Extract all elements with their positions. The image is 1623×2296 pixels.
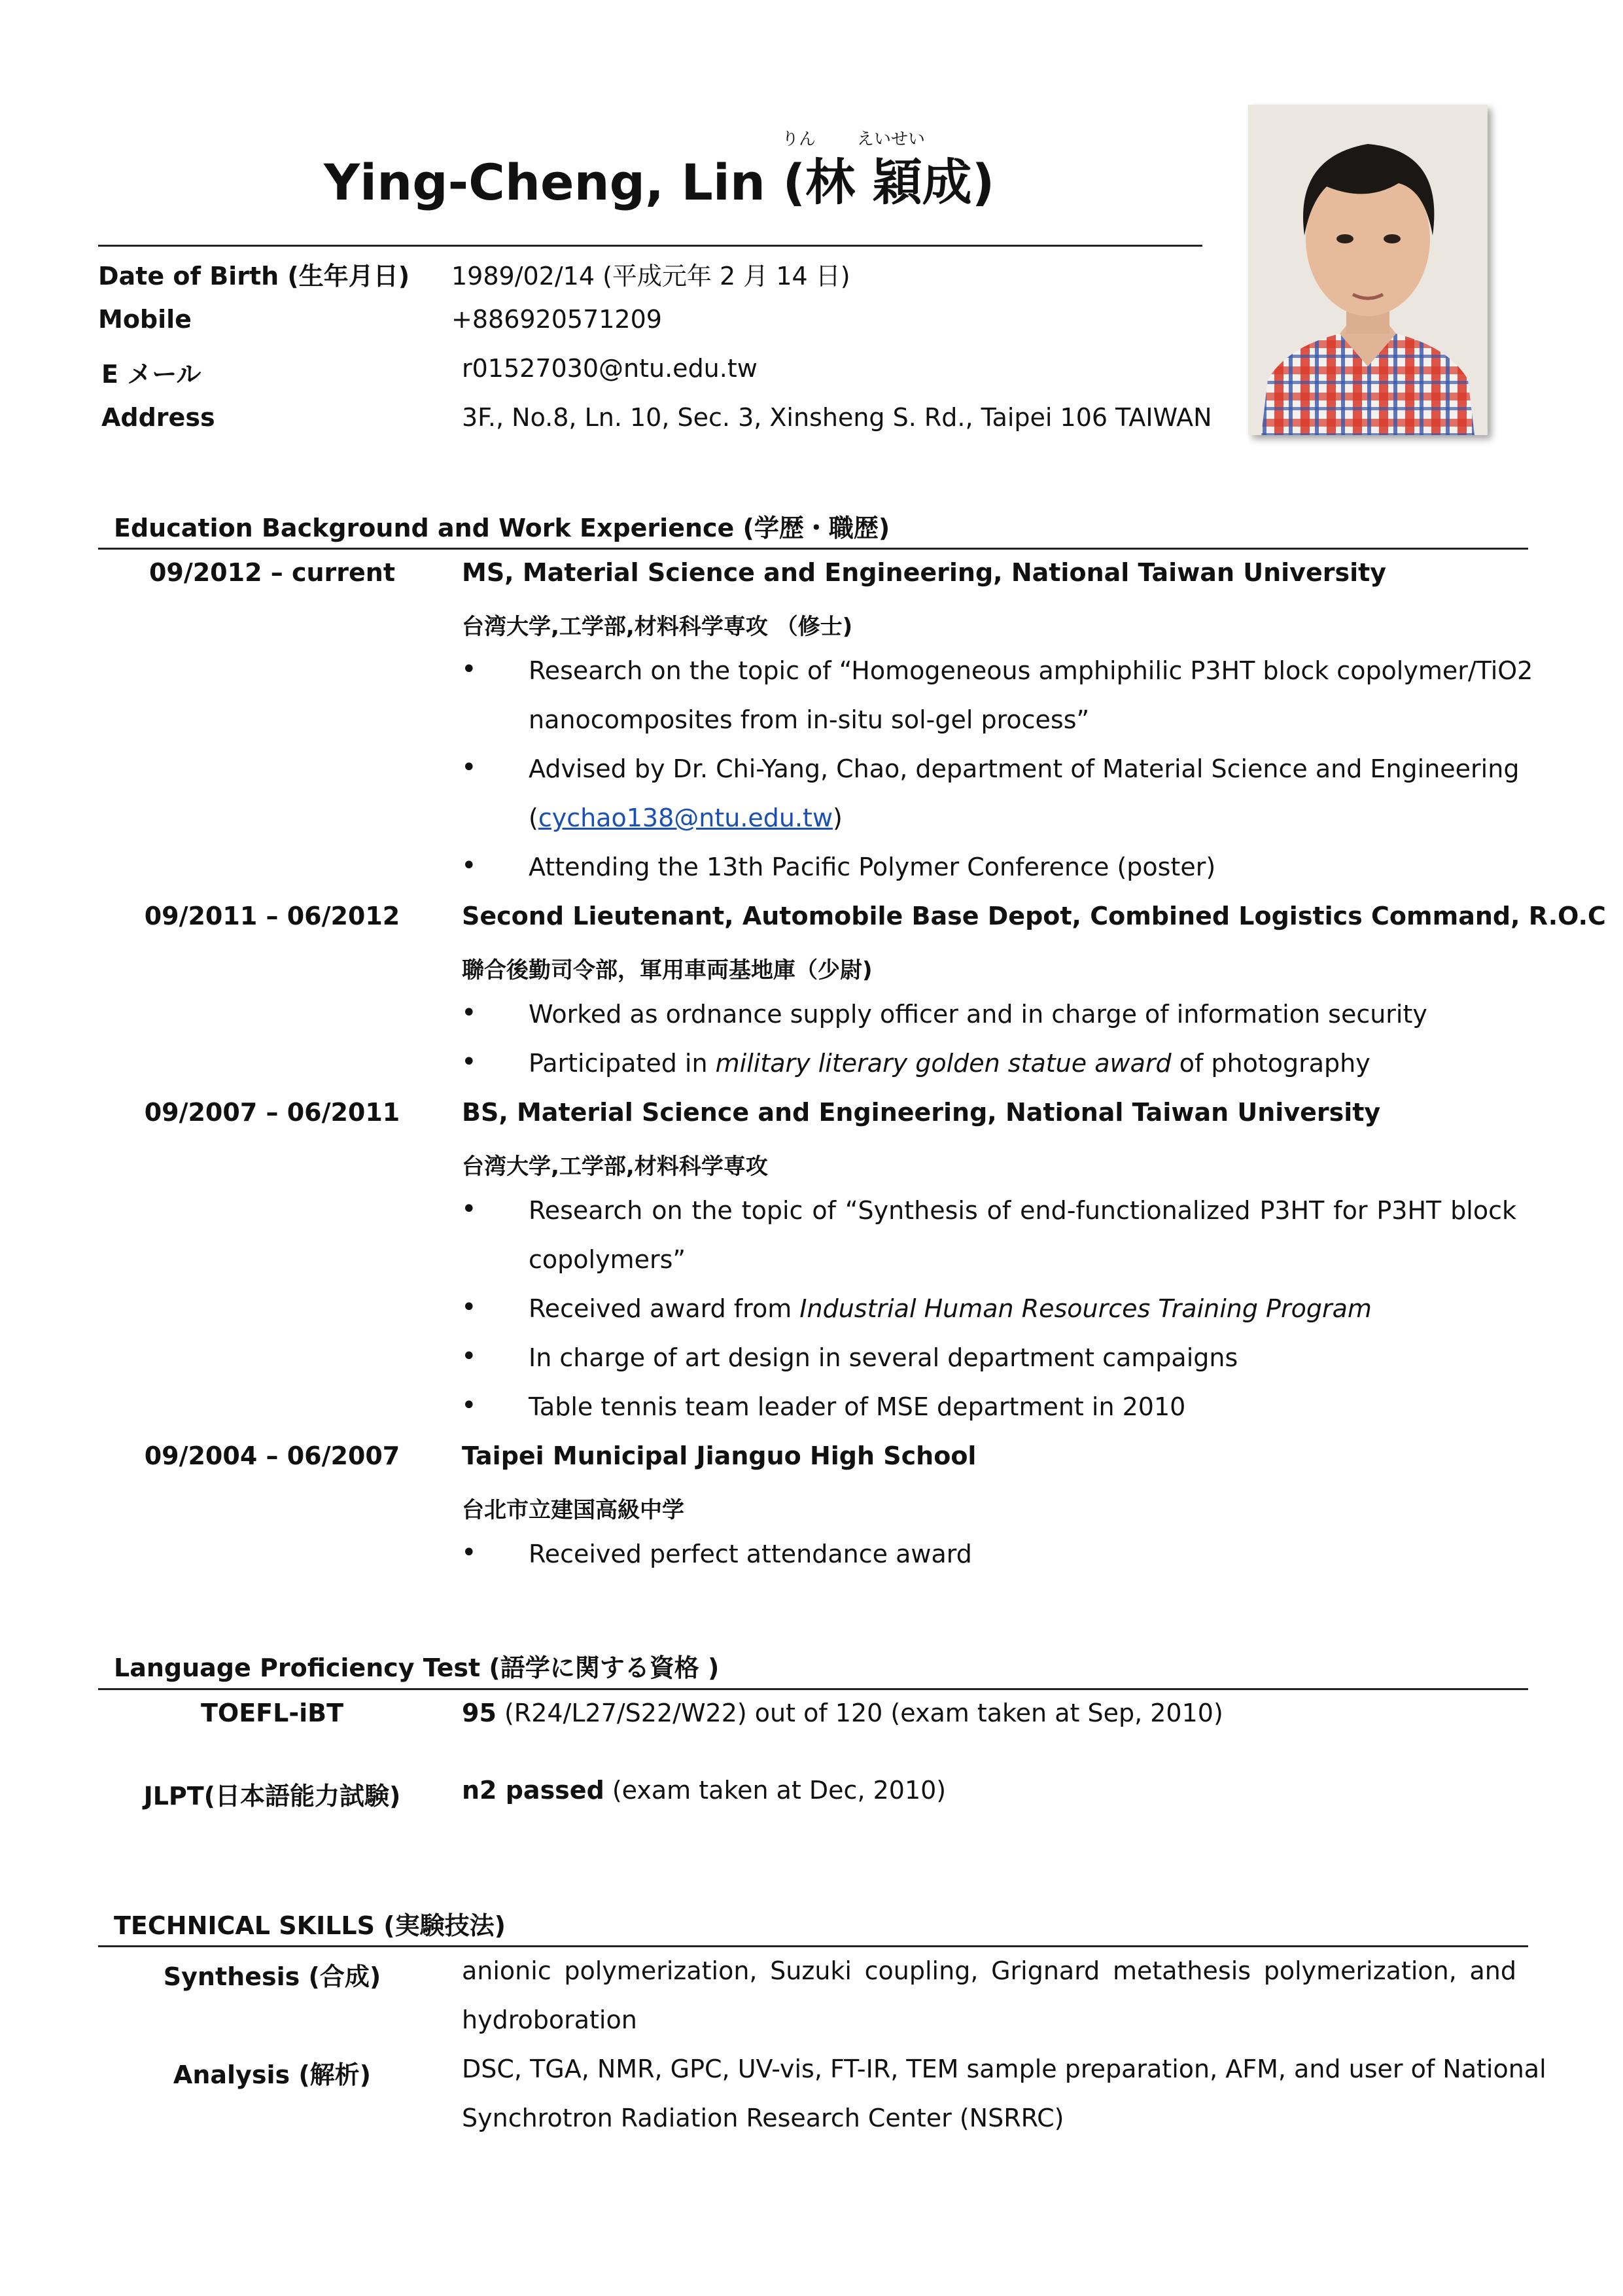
address-value: 3F., No.8, Ln. 10, Sec. 3, Xinsheng S. Rd., Taipei 106 TAIWAN — [462, 403, 1212, 432]
score-detail: (exam taken at Dec, 2010) — [604, 1776, 947, 1805]
entry-jp: 台湾大学,工学部,材料科学専攻 — [462, 1154, 768, 1180]
skills-heading: TECHNICAL SKILLS (実験技法) — [114, 1911, 506, 1940]
bullet-text: Research on the topic of “Synthesis of end-functionalized P3HT for P3HT block — [529, 1196, 1516, 1225]
bullet-icon: • — [461, 1047, 477, 1077]
bullet-text: Worked as ordnance supply officer and in charge of information security — [529, 1000, 1427, 1029]
entry-jp: 台北市立建国高級中学 — [462, 1497, 684, 1523]
skill-text-cont: Synchrotron Radiation Research Center (NSRRC) — [462, 2104, 1064, 2132]
entry-title: Taipei Municipal Jianguo High School — [462, 1441, 977, 1470]
bullet-text: Advised by Dr. Chi-Yang, Chao, department of Material Science and Engineering — [529, 754, 1520, 783]
bullet-icon: • — [461, 1292, 477, 1322]
dob-label: Date of Birth (生年月日) — [98, 262, 410, 291]
bullet-icon: • — [461, 752, 477, 783]
skills-rule — [98, 1945, 1528, 1947]
ruby-family: りん — [782, 130, 816, 149]
bullet-text-cont — [529, 804, 843, 832]
italic-run: military literary golden statue award — [715, 1049, 1172, 1078]
entry-title: MS, Material Science and Engineering, National Taiwan University — [462, 558, 1387, 587]
bullet-text-cont: copolymers” — [529, 1245, 686, 1274]
language-rule — [98, 1688, 1528, 1690]
text-run: Received award from — [529, 1294, 800, 1323]
bullet-text: Research on the topic of “Homogeneous amphiphilic P3HT block copolymer/TiO2 — [529, 656, 1533, 685]
email-label: E メール — [101, 360, 201, 389]
bullet-text — [529, 1294, 1372, 1323]
entry-jp: 台湾大学,工学部,材料科学専攻 （修士) — [462, 614, 853, 640]
test-result — [462, 1699, 1223, 1727]
bullet-text-cont: nanocomposites from in-situ sol-gel process” — [529, 705, 1090, 734]
email-value: r01527030@ntu.edu.tw — [462, 354, 758, 383]
score-bold: n2 passed — [462, 1776, 604, 1805]
entry-date: 09/2012 – current — [148, 558, 396, 587]
mobile-label: Mobile — [98, 305, 192, 334]
page-title: Ying-Cheng, Lin (林 穎成) — [324, 153, 995, 211]
skill-text: DSC, TGA, NMR, GPC, UV-vis, FT-IR, TEM sample preparation, AFM, and user of National — [462, 2055, 1546, 2083]
bullet-icon: • — [461, 1341, 477, 1371]
bullet-text: Table tennis team leader of MSE department in 2010 — [529, 1392, 1186, 1421]
entry-jp: 聯合後勤司令部，軍用車両基地庫（少尉) — [462, 957, 873, 983]
skill-label: Synthesis (合成) — [163, 1962, 381, 1991]
skill-text-cont: hydroboration — [462, 2005, 637, 2034]
language-heading: Language Proficiency Test (語学に関する資格 ) — [114, 1653, 720, 1682]
bullet-text: Attending the 13th Pacific Polymer Conference (poster) — [529, 853, 1216, 881]
person-portrait-icon — [1248, 105, 1488, 435]
ruby-given: えいせい — [857, 130, 926, 149]
bullet-icon: • — [461, 1538, 477, 1568]
bullet-text — [529, 1049, 1370, 1078]
entry-date: 09/2011 – 06/2012 — [144, 902, 400, 930]
test-label: TOEFL-iBT — [200, 1699, 344, 1727]
score-detail: (R24/L27/S22/W22) out of 120 (exam taken at Sep, 2010) — [496, 1699, 1223, 1727]
bullet-icon: • — [461, 1194, 477, 1224]
score-bold: 95 — [462, 1699, 497, 1727]
entry-title: Second Lieutenant, Automobile Base Depot, Combined Logistics Command, R.O.C — [462, 902, 1606, 930]
advisor-email-link[interactable]: cychao138@ntu.edu.tw — [538, 804, 833, 832]
skill-text: anionic polymerization, Suzuki coupling, Grignard metathesis polymerization, and — [462, 1956, 1516, 1985]
test-result — [462, 1776, 946, 1805]
education-heading: Education Background and Work Experience (学歴・職歴) — [114, 514, 890, 542]
entry-title: BS, Material Science and Engineering, National Taiwan University — [462, 1098, 1381, 1127]
bullet-icon: • — [461, 654, 477, 684]
bullet-icon: • — [461, 998, 477, 1028]
bullet-icon: • — [461, 851, 477, 881]
paren-close: ) — [833, 804, 843, 832]
test-label: JLPT(日本語能力試験) — [143, 1782, 401, 1810]
bullet-text: In charge of art design in several department campaigns — [529, 1343, 1238, 1372]
education-rule — [98, 548, 1528, 550]
italic-run: Industrial Human Resources Training Program — [799, 1294, 1372, 1323]
text-run: of photography — [1171, 1049, 1370, 1078]
bullet-text: Received perfect attendance award — [529, 1540, 972, 1568]
profile-photo — [1248, 105, 1488, 435]
mobile-value: +886920571209 — [451, 305, 662, 334]
skill-label: Analysis (解析) — [173, 2060, 372, 2089]
paren-open: ( — [529, 804, 538, 832]
dob-value: 1989/02/14 (平成元年 2 月 14 日) — [451, 262, 850, 291]
entry-date: 09/2007 – 06/2011 — [144, 1098, 400, 1127]
text-run: Participated in — [529, 1049, 716, 1078]
title-rule — [98, 245, 1202, 247]
entry-date: 09/2004 – 06/2007 — [144, 1441, 400, 1470]
bullet-icon: • — [461, 1390, 477, 1421]
address-label: Address — [101, 403, 215, 432]
